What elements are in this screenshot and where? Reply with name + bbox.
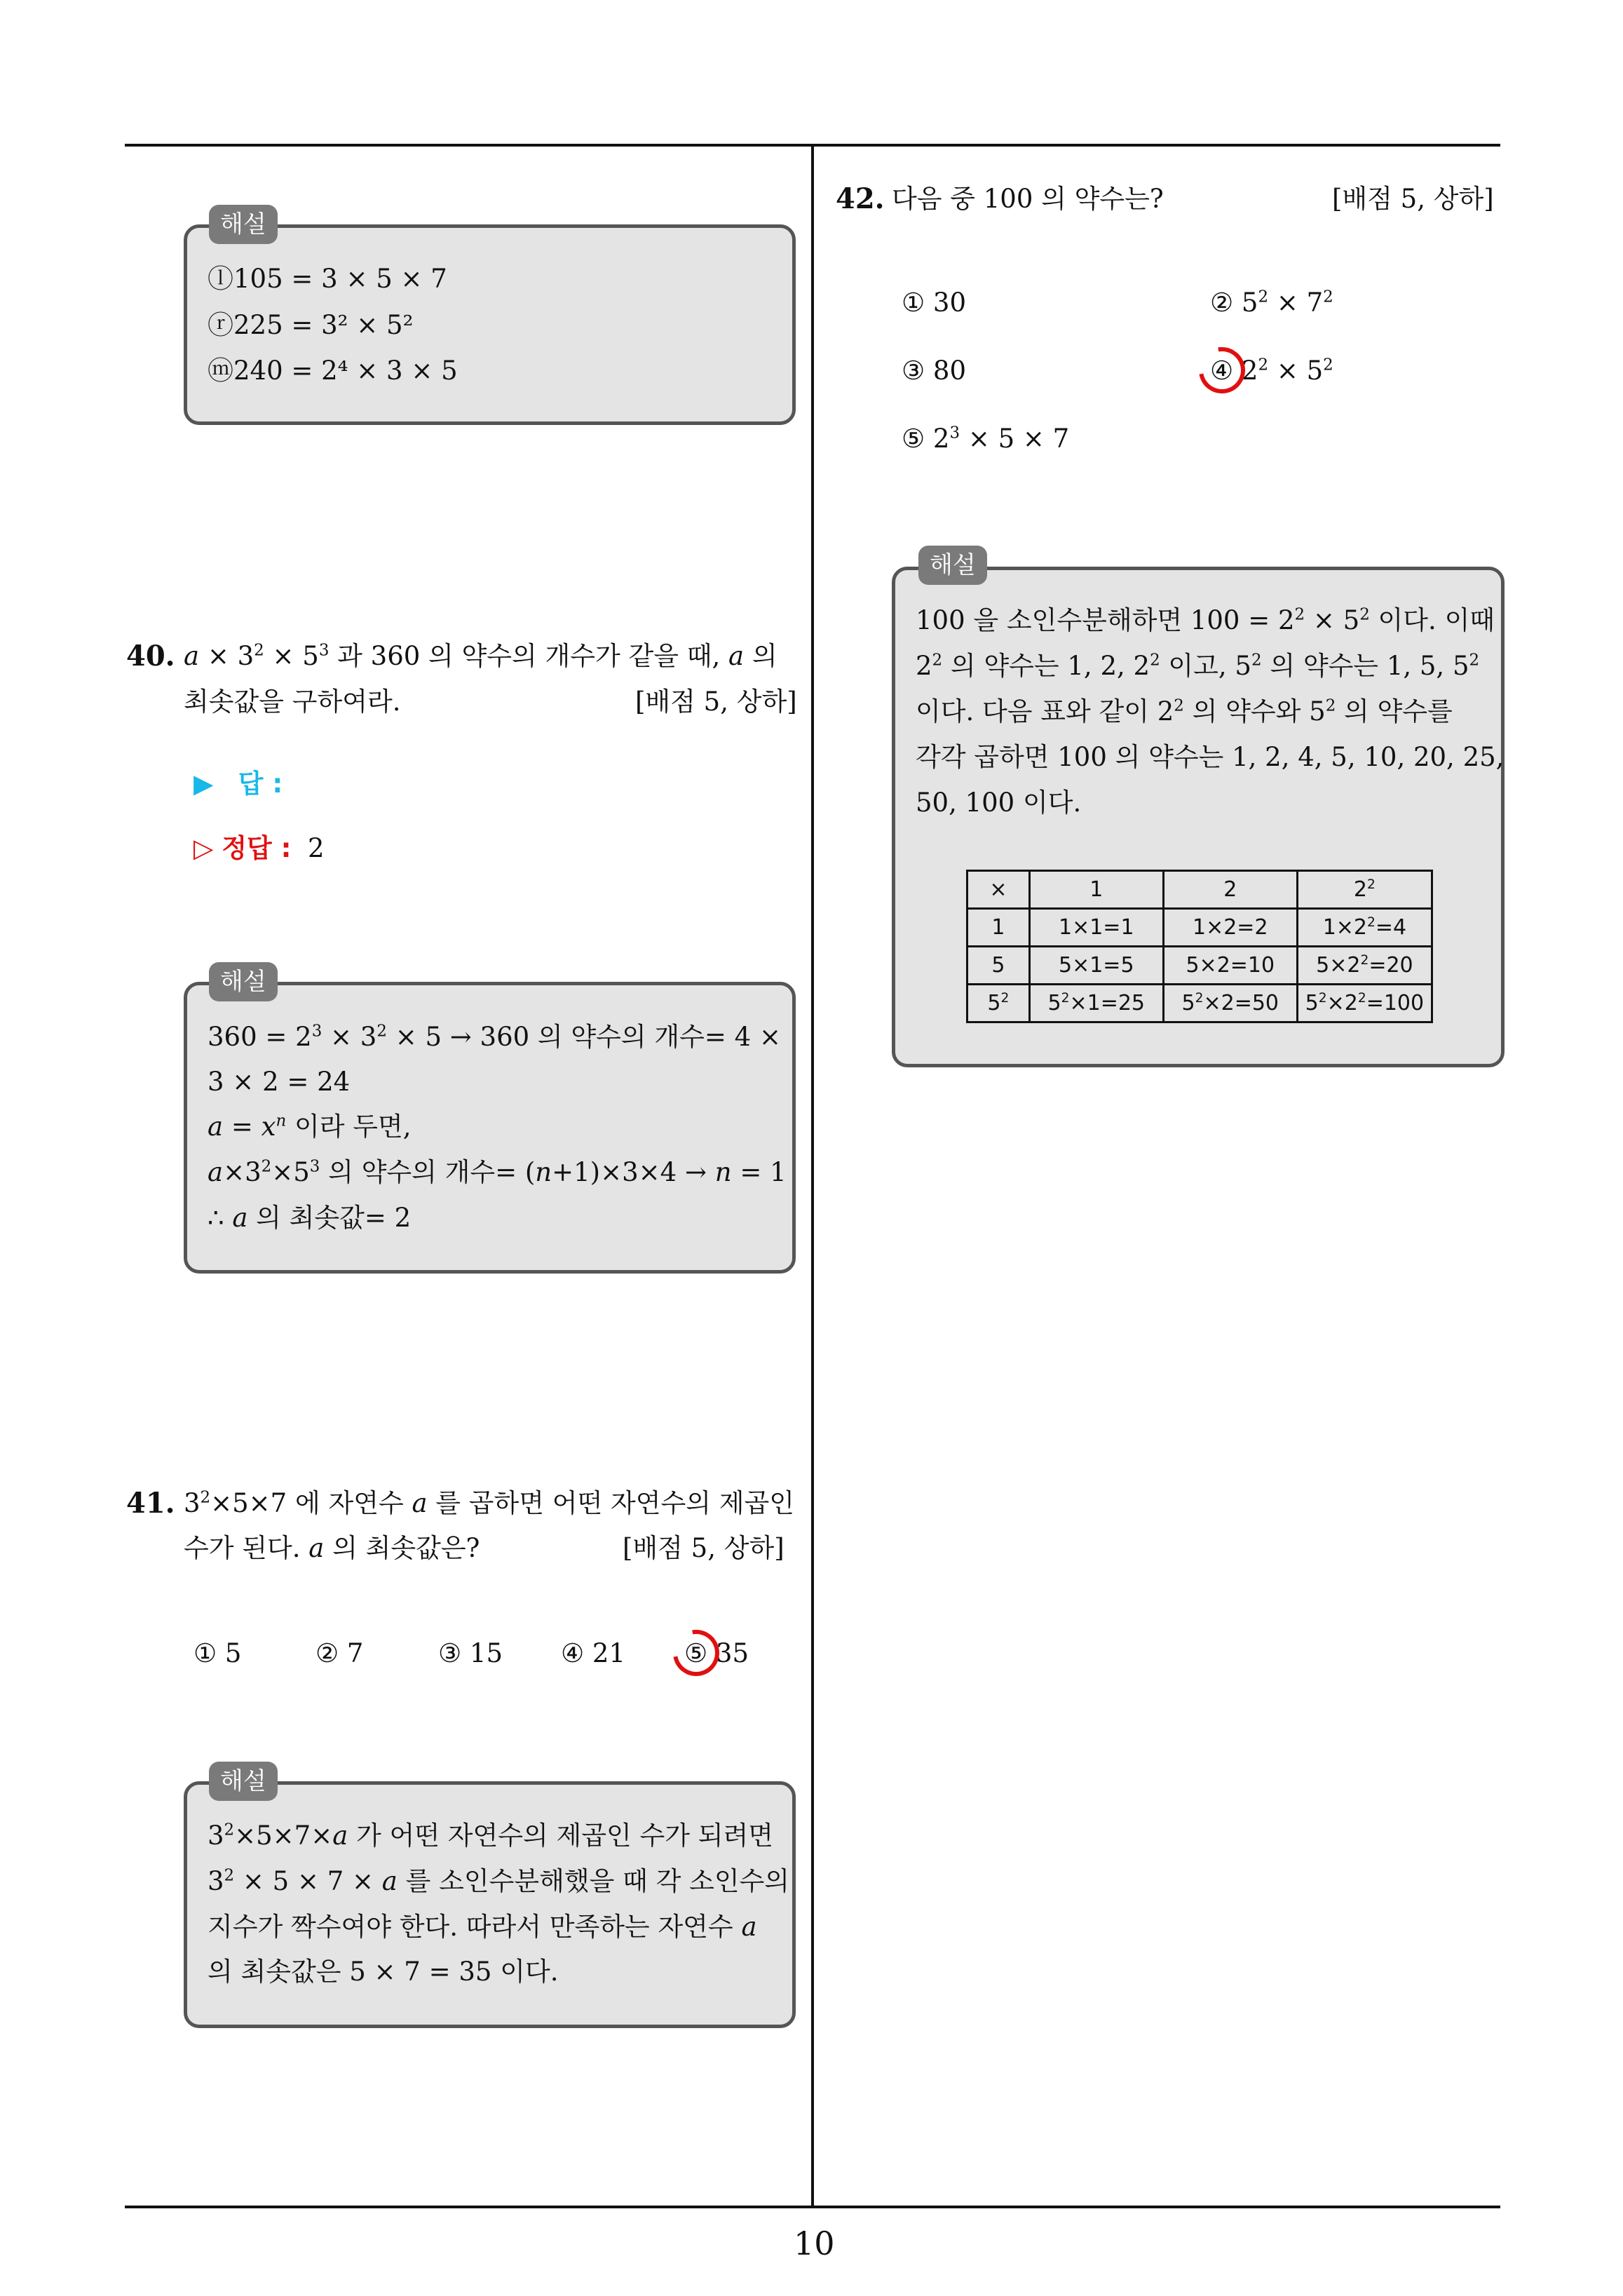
page-number: 10 — [794, 2224, 835, 2262]
table-cell: 1×1=1 — [1029, 909, 1163, 947]
column-divider — [811, 145, 814, 2207]
table-cell: 2 — [1163, 871, 1297, 909]
table-cell: 1 — [967, 909, 1030, 947]
q41-solution-line-3: 지수가 짝수여야 한다. 따라서 만족하는 자연수 a — [208, 1912, 757, 1942]
q40-answer-label: 답 : — [238, 769, 283, 799]
q40-solution-tab: 해설 — [209, 962, 278, 1001]
q41-option-3[interactable]: ③ 15 — [438, 1638, 503, 1668]
q42-score: [배점 5, 상하] — [1332, 184, 1494, 214]
q41-option-1[interactable]: ① 5 — [193, 1638, 242, 1668]
table-row — [967, 871, 1432, 909]
q41-option-5[interactable]: ⑤ 35 — [684, 1638, 749, 1668]
q41-question-line-2: 수가 된다. a 의 최솟값은? — [184, 1533, 480, 1563]
q42-divisor-table — [966, 870, 1433, 1023]
q41-solution-line-4: 의 최솟값은 5 × 7 = 35 이다. — [208, 1957, 559, 1987]
q40-question-line-1: $a \times 3^2 \times 5^3$ 과 360 의 약수의 개수가 같을 때, a 의 — [184, 641, 777, 671]
q40-solution-line-5: ∴ a 의 최솟값= 2 — [208, 1203, 412, 1233]
table-cell: $2^2$ — [1297, 871, 1432, 909]
q40-solution-line-2: 3 × 2 = 24 — [208, 1067, 351, 1097]
q39-solution-line-3: ⓜ240 = 2⁴ × 3 × 5 — [208, 356, 458, 386]
q42-solution-tab: 해설 — [918, 546, 987, 585]
q40-correct-value: 2 — [307, 833, 325, 863]
table-row — [967, 909, 1432, 947]
q42-option-2[interactable]: ② $5^2 \times 7^2$ — [1210, 288, 1333, 318]
q41-option-2[interactable]: ② 7 — [315, 1638, 364, 1668]
outline-arrow-icon: ▷ — [193, 833, 214, 863]
q42-solution-line-1: 100 을 소인수분해하면 $100 = 2^2 \times 5^2$ 이다. 이때 — [916, 605, 1495, 635]
q41-number: 41. — [126, 1487, 175, 1520]
q42-option-3[interactable]: ③ 80 — [902, 356, 967, 386]
table-cell: $5^2\times 1=25$ — [1029, 985, 1163, 1022]
q40-correct-row — [193, 826, 324, 871]
table-cell: 5×1=5 — [1029, 947, 1163, 985]
table-cell: $1\times 2^2=4$ — [1297, 909, 1432, 947]
q39-solution-tab: 해설 — [209, 205, 278, 244]
q41-question-line-1: $3^2\times 5\times 7$ 에 자연수 a 를 곱하면 어떤 자연수의 제곱인 — [184, 1488, 794, 1518]
q42-solution-line-5: 50, 100 이다. — [916, 788, 1082, 818]
q42-option-1[interactable]: ① 30 — [902, 288, 967, 318]
q42-option-5[interactable]: ⑤ $2^3 \times 5 \times 7$ — [902, 424, 1070, 454]
table-cell: 5×2=10 — [1163, 947, 1297, 985]
q41-solution-tab: 해설 — [209, 1762, 278, 1801]
play-arrow-icon: ▶ — [193, 769, 214, 799]
q39-solution-line-1: ⓛ105 = 3 × 5 × 7 — [208, 264, 447, 294]
table-cell: $5\times 2^2=20$ — [1297, 947, 1432, 985]
q41-solution-line-2: $3^2 \times 5 \times 7 \times a$ 를 소인수분해했을 때 각 소인수의 — [208, 1866, 790, 1896]
table-cell: 1 — [1029, 871, 1163, 909]
q41-score: [배점 5, 상하] — [623, 1533, 785, 1563]
q39-solution-line-2: ⓡ225 = 3² × 5² — [208, 310, 414, 340]
table-cell: $5^2\times 2=50$ — [1163, 985, 1297, 1022]
q42-solution-line-3: 이다. 다음 표와 같이 $2^2$ 의 약수와 $5^2$ 의 약수를 — [916, 696, 1453, 727]
q40-question-line-2: 최솟값을 구하여라. — [184, 687, 401, 717]
q40-score: [배점 5, 상하] — [635, 687, 797, 717]
table-cell: $5^2$ — [967, 985, 1030, 1022]
table-cell: 1×2=2 — [1163, 909, 1297, 947]
q40-answer-row[interactable] — [193, 762, 283, 806]
q42-solution-line-2: $2^2$ 의 약수는 1, 2, $2^2$ 이고, $5^2$ 의 약수는 1, 5, $5^2$ — [916, 651, 1480, 681]
q42-solution-line-4: 각각 곱하면 100 의 약수는 1, 2, 4, 5, 10, 20, 25, — [916, 742, 1505, 772]
q42-option-4[interactable]: ④ $2^2 \times 5^2$ — [1210, 356, 1333, 386]
q40-number: 40. — [126, 640, 175, 673]
bottom-rule — [125, 2206, 1500, 2208]
q40-correct-label: 정답 : — [222, 833, 292, 863]
q41-solution-line-1: $3^2\times 5\times 7\times a$ 가 어떤 자연수의 제곱인 수가 되려면 — [208, 1821, 773, 1851]
q40-solution-line-4: $a\times 3^2\times 5^3$ 의 약수의 개수= (n+1)×3×4 → n = 1 — [208, 1157, 787, 1187]
q40-solution-line-1: $360 = 2^3 \times 3^2 \times 5 \to 360$ 의 약수의 개수= 4 × — [208, 1022, 781, 1052]
table-cell: 5 — [967, 947, 1030, 985]
q42-number: 42. — [836, 182, 885, 215]
table-cell: × — [967, 871, 1030, 909]
table-row — [967, 947, 1432, 985]
table-cell: $5^2\times 2^2=100$ — [1297, 985, 1432, 1022]
q40-solution-line-3: $a = x^n$ 이라 두면, — [208, 1112, 412, 1142]
table-row — [967, 985, 1432, 1022]
q41-option-4[interactable]: ④ 21 — [561, 1638, 626, 1668]
q42-question: 다음 중 100 의 약수는? — [892, 184, 1164, 214]
